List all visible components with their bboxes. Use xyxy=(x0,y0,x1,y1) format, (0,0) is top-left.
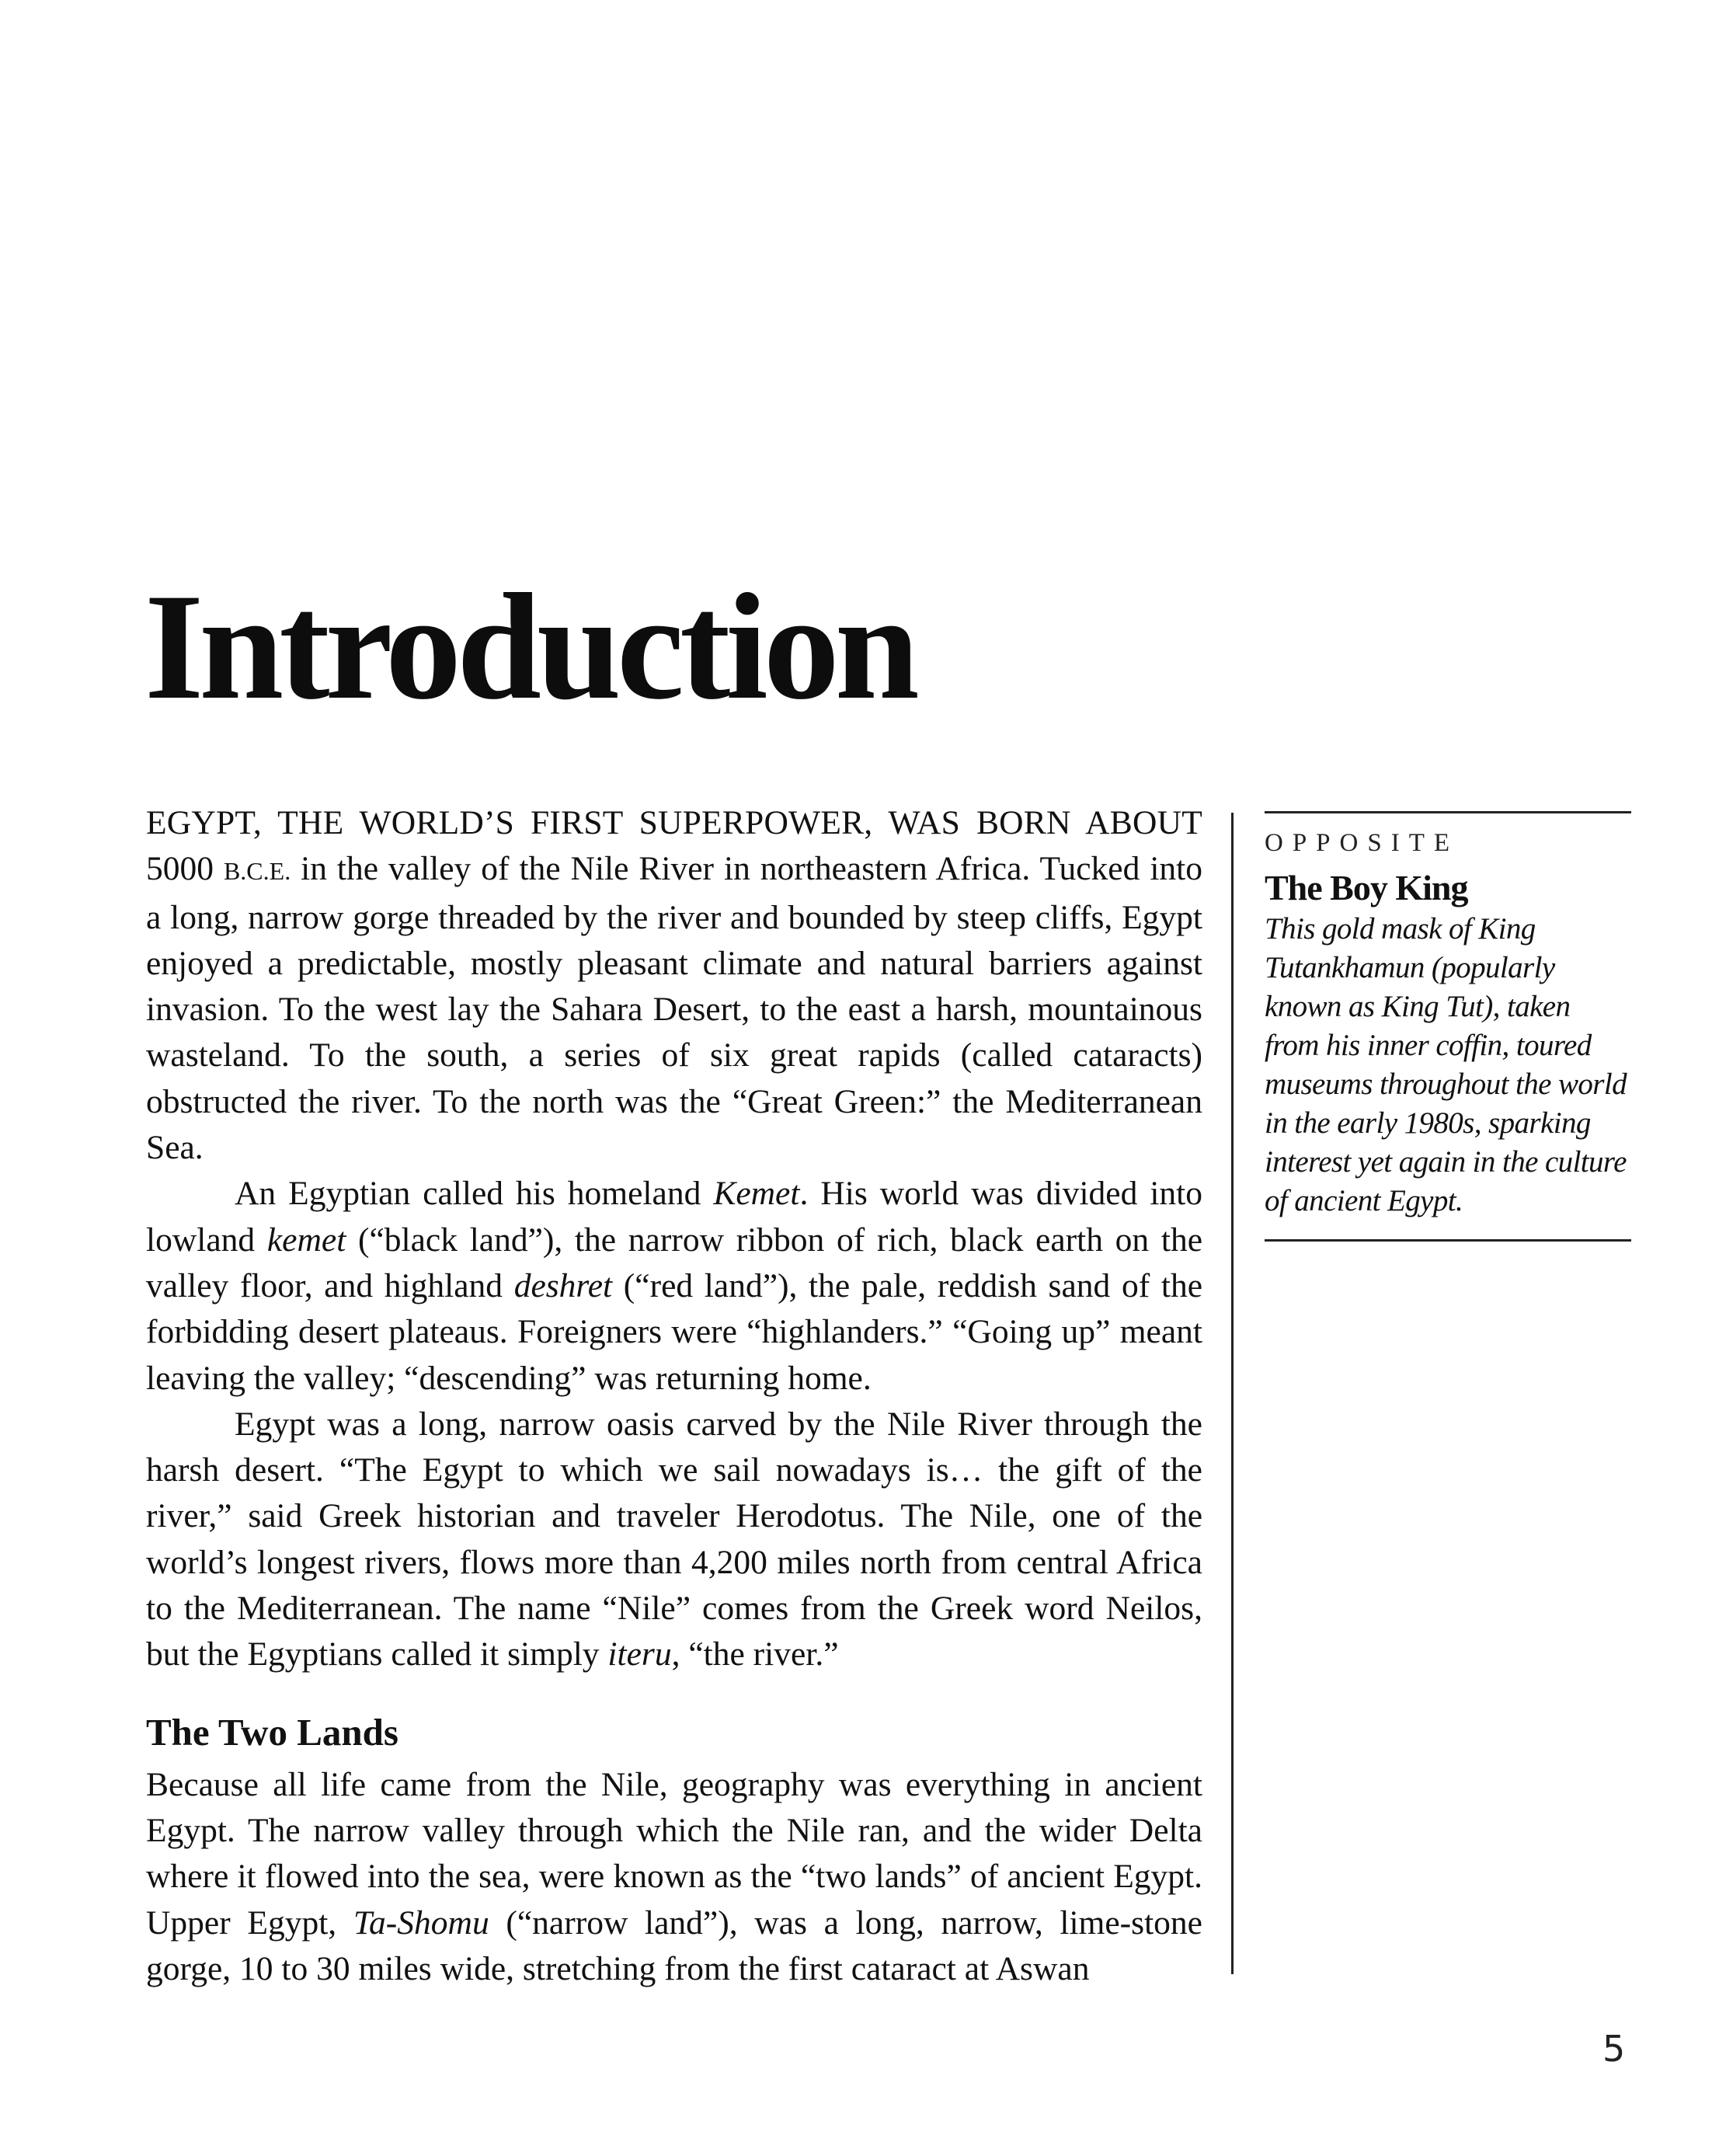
opening-caps-phrase: EGYPT, THE WORLD’S FIRST SUPERPOWER, WAS BORN ABOUT xyxy=(146,804,1202,841)
italic-term: kemet xyxy=(266,1221,346,1259)
page-number: 5 xyxy=(1602,2028,1626,2070)
italic-term: Ta-Shomu xyxy=(353,1903,489,1942)
intro-paragraph-2 xyxy=(146,1171,1202,1401)
italic-term: iteru xyxy=(607,1635,672,1674)
chapter-title: Introduction xyxy=(144,563,915,731)
section-heading: The Two Lands xyxy=(146,1710,398,1754)
paragraph-text: , “the river.” xyxy=(671,1635,839,1674)
italic-term: deshret xyxy=(513,1266,613,1304)
sidebar-title: The Boy King xyxy=(1265,868,1468,907)
sidebar-caption: This gold mask of King Tutankhamun (popularly known as King Tut), taken from his inner coffin, toured museums throughout the world in the early 1980s, sparking interest yet again in the culture of ancient Egypt. xyxy=(1265,912,1627,1217)
section-paragraph-1 xyxy=(146,1762,1202,1992)
sidebar-label: OPPOSITE xyxy=(1265,829,1460,857)
paragraph-text: . His world was divided into lowland xyxy=(146,1175,1202,1259)
main-text-column xyxy=(146,800,1202,1992)
paragraph-text: Egypt was a long, narrow oasis carved by the Nile River through the harsh desert. “The Egypt to which we sail nowadays is… the gift of the river,” said Greek historian and traveler Herodotus. The Nile, one of the world’s longest rivers, flows more than 4,200 miles north from central Africa to the Mediterranean. The name “Nile” comes from the Greek word Neilos, but the Egyptians called it simply xyxy=(146,1405,1202,1674)
era-abbreviation: B.C.E. xyxy=(223,857,291,886)
intro-paragraph-1 xyxy=(146,800,1202,1171)
paragraph-text: 5000 xyxy=(146,850,224,888)
column-divider xyxy=(1231,813,1234,1974)
paragraph-text: (“red land”), the pale, reddish sand of the forbidding desert plateaus. Foreigners were “highlanders.” “Going up” meant leaving the valley; “descending” was returning home. xyxy=(146,1266,1203,1397)
italic-term: Kemet xyxy=(713,1175,800,1213)
paragraph-text: An Egyptian called his homeland xyxy=(235,1175,714,1213)
paragraph-text: Because all life came from the Nile, geography was everything in ancient Egypt. The narrow valley through which the Nile ran, and the wider Delta where it flowed into the sea, were known as the “two lands” of ancient Egypt. Upper Egypt, xyxy=(146,1765,1202,1942)
sidebar-caption-box xyxy=(1265,811,1631,1242)
paragraph-text: (“black land”), the narrow ribbon of rich, black earth on the valley floor, and highland xyxy=(146,1221,1202,1304)
intro-paragraph-3 xyxy=(146,1402,1202,1678)
paragraph-text: (“narrow land”), was a long, narrow, lime-stone gorge, 10 to 30 miles wide, stretching from the first cataract at Aswan xyxy=(146,1903,1202,1987)
paragraph-text: in the valley of the Nile River in northeastern Africa. Tucked into a long, narrow gorge threaded by the river and bounded by steep cliffs, Egypt enjoyed a predictable, mostly pleasant climate and natural barriers against invasion. To the west lay the Sahara Desert, to the east a harsh, mountainous wasteland. To the south, a series of six great rapids (called cataracts) obstructed the river. To the north was the “Great Green:” the Mediterranean Sea. xyxy=(146,850,1202,1167)
